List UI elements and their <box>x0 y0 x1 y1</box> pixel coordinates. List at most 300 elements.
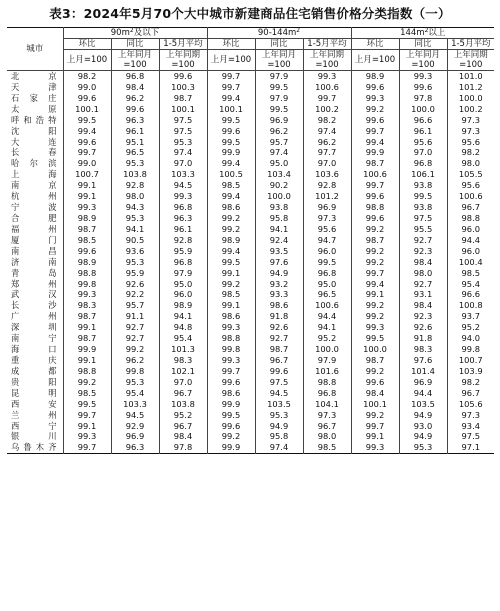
city-name: 南宁 <box>11 333 57 344</box>
index-value: 100.6 <box>303 300 351 311</box>
index-value: 99.3 <box>63 289 111 300</box>
table-title: 表3：2024年5月70个大中城市新建商品住宅销售价格分类指数（一） <box>49 6 451 21</box>
index-value: 98.9 <box>159 300 207 311</box>
index-value: 99.2 <box>111 344 159 355</box>
index-value: 99.6 <box>351 115 399 126</box>
index-value: 99.6 <box>159 71 207 82</box>
index-value: 96.7 <box>159 388 207 399</box>
table-row <box>7 300 494 311</box>
index-value: 97.3 <box>447 115 494 126</box>
index-value: 100.0 <box>303 344 351 355</box>
index-value: 94.9 <box>399 431 447 442</box>
index-value: 99.1 <box>63 355 111 366</box>
index-value: 99.4 <box>207 246 255 257</box>
index-value: 98.5 <box>207 180 255 191</box>
index-value: 99.1 <box>63 421 111 432</box>
index-value: 105.6 <box>447 399 494 410</box>
sub-header-mom: 环比 <box>351 39 399 50</box>
index-value: 100.7 <box>447 355 494 366</box>
index-value: 98.7 <box>351 235 399 246</box>
index-value: 103.8 <box>159 399 207 410</box>
city-name: 广州 <box>11 311 57 322</box>
index-value: 94.4 <box>303 311 351 322</box>
index-value: 95.6 <box>447 137 494 148</box>
index-value: 99.4 <box>207 191 255 202</box>
index-value: 99.8 <box>447 344 494 355</box>
index-value: 105.5 <box>447 169 494 180</box>
index-value: 95.3 <box>111 158 159 169</box>
index-value: 99.1 <box>207 300 255 311</box>
index-value: 100.6 <box>351 169 399 180</box>
index-value: 94.1 <box>159 311 207 322</box>
index-value: 96.8 <box>303 388 351 399</box>
index-value: 100.1 <box>159 104 207 115</box>
index-value: 96.9 <box>255 115 303 126</box>
index-value: 106.1 <box>399 169 447 180</box>
index-value: 95.1 <box>111 137 159 148</box>
index-value: 98.4 <box>111 82 159 93</box>
index-value: 95.6 <box>447 180 494 191</box>
index-value: 98.7 <box>255 344 303 355</box>
index-value: 96.6 <box>447 289 494 300</box>
index-value: 99.2 <box>351 300 399 311</box>
index-value: 95.4 <box>111 388 159 399</box>
city-name: 北京 <box>11 71 57 81</box>
index-value: 95.2 <box>303 333 351 344</box>
city-name: 深圳 <box>11 322 57 333</box>
index-value: 99.5 <box>255 82 303 93</box>
table-row <box>7 399 494 410</box>
index-value: 99.6 <box>399 82 447 93</box>
index-value: 99.5 <box>255 104 303 115</box>
index-value: 99.6 <box>351 82 399 93</box>
index-value: 98.6 <box>207 388 255 399</box>
index-value: 100.6 <box>303 82 351 93</box>
table-row <box>7 257 494 268</box>
index-value: 98.9 <box>63 257 111 268</box>
index-value: 94.4 <box>399 388 447 399</box>
index-value: 95.8 <box>255 431 303 442</box>
index-value: 92.9 <box>111 421 159 432</box>
index-value: 96.0 <box>303 246 351 257</box>
index-value: 97.5 <box>159 126 207 137</box>
base-header-prev-month: 上月=100 <box>351 50 399 71</box>
index-value: 97.5 <box>159 115 207 126</box>
index-value: 99.9 <box>351 147 399 158</box>
index-value: 94.3 <box>111 202 159 213</box>
index-value: 99.5 <box>399 191 447 202</box>
index-value: 97.9 <box>159 268 207 279</box>
index-value: 99.2 <box>207 431 255 442</box>
index-value: 99.6 <box>207 377 255 388</box>
index-value: 98.5 <box>207 289 255 300</box>
index-value: 94.1 <box>303 322 351 333</box>
index-value: 100.3 <box>159 82 207 93</box>
index-value: 99.6 <box>351 191 399 202</box>
index-value: 99.6 <box>207 421 255 432</box>
index-value: 92.7 <box>399 279 447 290</box>
index-value: 92.8 <box>303 180 351 191</box>
index-value: 101.0 <box>447 71 494 82</box>
table-row <box>7 246 494 257</box>
index-value: 99.3 <box>63 202 111 213</box>
index-value: 99.2 <box>207 224 255 235</box>
index-value: 99.9 <box>207 147 255 158</box>
index-value: 98.9 <box>351 71 399 82</box>
index-value: 92.3 <box>399 246 447 257</box>
index-value: 99.5 <box>207 410 255 421</box>
index-value: 94.9 <box>399 410 447 421</box>
index-value: 96.2 <box>111 355 159 366</box>
index-value: 90.2 <box>255 180 303 191</box>
index-value: 95.3 <box>255 410 303 421</box>
index-value: 94.1 <box>255 224 303 235</box>
table-row <box>7 213 494 224</box>
base-header-same-month: 上年同月=100 <box>255 50 303 71</box>
group-header-medium: $90-144m^2$ <box>207 28 351 39</box>
index-value: 97.3 <box>447 126 494 137</box>
city-name: 长春 <box>11 147 57 158</box>
index-value: 99.7 <box>351 421 399 432</box>
index-value: 97.0 <box>159 377 207 388</box>
index-value: 99.1 <box>351 431 399 442</box>
index-value: 94.5 <box>111 410 159 421</box>
table-row <box>7 268 494 279</box>
index-value: 96.3 <box>111 442 159 453</box>
index-value: 92.6 <box>399 322 447 333</box>
index-value: 99.6 <box>63 137 111 148</box>
index-value: 101.3 <box>159 344 207 355</box>
index-value: 97.4 <box>159 147 207 158</box>
sub-header-mom: 环比 <box>207 39 255 50</box>
index-value: 98.4 <box>351 388 399 399</box>
index-value: 99.7 <box>207 82 255 93</box>
table-row <box>7 410 494 421</box>
table-row <box>7 71 494 82</box>
index-value: 99.1 <box>63 180 111 191</box>
city-name: 西宁 <box>11 420 57 431</box>
sub-header-yoy: 同比 <box>255 39 303 50</box>
index-value: 97.9 <box>255 93 303 104</box>
index-value: 97.8 <box>159 442 207 453</box>
index-value: 98.9 <box>63 213 111 224</box>
index-value: 101.6 <box>303 366 351 377</box>
index-value: 94.0 <box>447 333 494 344</box>
index-value: 97.0 <box>159 158 207 169</box>
index-value: 100.2 <box>303 104 351 115</box>
index-value: 99.2 <box>351 311 399 322</box>
index-value: 93.8 <box>399 202 447 213</box>
index-value: 95.6 <box>303 224 351 235</box>
index-value: 96.8 <box>159 202 207 213</box>
index-value: 99.7 <box>207 366 255 377</box>
index-value: 93.7 <box>447 311 494 322</box>
table-row <box>7 158 494 169</box>
index-value: 97.1 <box>447 442 494 453</box>
city-name: 成都 <box>11 365 57 376</box>
index-value: 99.1 <box>63 322 111 333</box>
index-value: 92.3 <box>399 311 447 322</box>
index-value: 94.5 <box>255 388 303 399</box>
index-value: 95.2 <box>447 322 494 333</box>
city-name: 重庆 <box>11 354 57 365</box>
table-row <box>7 93 494 104</box>
group-header-large: $144m^2$以上 <box>351 28 494 39</box>
city-name: 厦门 <box>11 234 57 245</box>
index-value: 91.8 <box>399 333 447 344</box>
index-value: 99.3 <box>351 93 399 104</box>
index-value: 100.4 <box>447 257 494 268</box>
index-value: 95.9 <box>111 268 159 279</box>
base-header-same-month: 上年同月=100 <box>111 50 159 71</box>
index-value: 98.3 <box>399 344 447 355</box>
index-value: 95.0 <box>159 279 207 290</box>
index-value: 99.7 <box>63 147 111 158</box>
city-name: 乌鲁木齐 <box>11 442 57 453</box>
index-value: 92.4 <box>255 235 303 246</box>
base-header-same-month: 上年同月=100 <box>399 50 447 71</box>
index-value: 96.7 <box>303 421 351 432</box>
index-value: 99.0 <box>63 82 111 93</box>
city-name: 上海 <box>11 169 57 180</box>
index-value: 99.5 <box>303 257 351 268</box>
index-value: 98.6 <box>255 300 303 311</box>
index-value: 99.7 <box>63 410 111 421</box>
index-value: 95.9 <box>159 246 207 257</box>
index-value: 100.2 <box>447 104 494 115</box>
table-row <box>7 82 494 93</box>
index-value: 96.6 <box>399 115 447 126</box>
index-value: 97.8 <box>399 93 447 104</box>
index-value: 100.1 <box>351 399 399 410</box>
index-value: 99.3 <box>159 191 207 202</box>
index-value: 99.2 <box>351 366 399 377</box>
index-value: 99.4 <box>207 93 255 104</box>
index-value: 94.9 <box>255 268 303 279</box>
table-row <box>7 169 494 180</box>
index-value: 99.2 <box>63 377 111 388</box>
index-value: 99.3 <box>63 431 111 442</box>
city-name: 宁波 <box>11 202 57 213</box>
index-value: 95.3 <box>111 213 159 224</box>
city-name: 昆明 <box>11 387 57 398</box>
city-name: 呼和浩特 <box>11 114 57 125</box>
base-header-prev-month: 上月=100 <box>207 50 255 71</box>
index-value: 100.5 <box>207 169 255 180</box>
table-row <box>7 191 494 202</box>
city-name: 天津 <box>11 81 57 92</box>
index-value: 98.8 <box>63 366 111 377</box>
index-value: 98.0 <box>303 431 351 442</box>
index-value: 99.7 <box>351 126 399 137</box>
index-value: 99.9 <box>207 399 255 410</box>
index-value: 99.8 <box>63 279 111 290</box>
index-value: 98.5 <box>303 442 351 453</box>
table-row <box>7 202 494 213</box>
index-value: 99.1 <box>63 191 111 202</box>
index-value: 96.7 <box>255 355 303 366</box>
index-value: 98.6 <box>207 311 255 322</box>
table-row <box>7 421 494 432</box>
table-row <box>7 180 494 191</box>
index-value: 98.3 <box>159 355 207 366</box>
index-value: 93.1 <box>399 289 447 300</box>
index-value: 98.7 <box>63 333 111 344</box>
index-value: 91.8 <box>255 311 303 322</box>
index-value: 96.1 <box>159 224 207 235</box>
city-name: 郑州 <box>11 278 57 289</box>
index-value: 98.4 <box>399 300 447 311</box>
index-value: 97.3 <box>447 410 494 421</box>
table-row <box>7 366 494 377</box>
index-value: 95.4 <box>447 279 494 290</box>
index-value: 96.8 <box>159 257 207 268</box>
index-value: 99.6 <box>63 246 111 257</box>
index-value: 103.5 <box>255 399 303 410</box>
index-value: 98.4 <box>159 431 207 442</box>
index-value: 103.5 <box>399 399 447 410</box>
index-value: 103.9 <box>447 366 494 377</box>
index-value: 99.4 <box>63 126 111 137</box>
index-value: 98.7 <box>159 93 207 104</box>
index-value: 99.9 <box>63 344 111 355</box>
index-value: 92.7 <box>399 235 447 246</box>
sub-header-avg: 1-5月平均 <box>447 39 494 50</box>
city-name: 南昌 <box>11 245 57 256</box>
index-value: 99.2 <box>351 257 399 268</box>
table-row <box>7 322 494 333</box>
index-value: 96.2 <box>255 126 303 137</box>
index-value: 96.2 <box>111 93 159 104</box>
index-value: 96.7 <box>447 388 494 399</box>
index-value: 96.5 <box>303 289 351 300</box>
index-value: 93.2 <box>255 279 303 290</box>
index-value: 95.7 <box>111 300 159 311</box>
index-value: 97.9 <box>255 71 303 82</box>
index-value: 96.3 <box>111 115 159 126</box>
index-value: 96.1 <box>399 126 447 137</box>
index-value: 99.3 <box>207 322 255 333</box>
index-value: 97.5 <box>399 213 447 224</box>
index-value: 95.5 <box>399 224 447 235</box>
table-row <box>7 115 494 126</box>
index-value: 101.4 <box>399 366 447 377</box>
index-value: 96.8 <box>399 158 447 169</box>
index-value: 96.8 <box>111 71 159 82</box>
index-value: 97.5 <box>447 431 494 442</box>
index-value: 99.5 <box>63 399 111 410</box>
table-body <box>7 71 494 454</box>
city-name: 长沙 <box>11 300 57 311</box>
index-value: 93.4 <box>447 421 494 432</box>
index-value: 99.3 <box>303 71 351 82</box>
table-row <box>7 279 494 290</box>
index-value: 98.5 <box>63 388 111 399</box>
index-value: 98.2 <box>303 115 351 126</box>
index-value: 98.8 <box>63 268 111 279</box>
index-value: 92.7 <box>255 333 303 344</box>
index-value: 97.4 <box>255 147 303 158</box>
index-value: 97.3 <box>303 410 351 421</box>
index-value: 96.9 <box>111 431 159 442</box>
index-value: 98.2 <box>447 377 494 388</box>
city-name: 海口 <box>11 344 57 355</box>
index-value: 98.5 <box>63 235 111 246</box>
index-value: 92.2 <box>111 289 159 300</box>
sub-header-yoy: 同比 <box>399 39 447 50</box>
table-row <box>7 104 494 115</box>
index-value: 99.2 <box>207 213 255 224</box>
table-row <box>7 377 494 388</box>
index-value: 96.7 <box>159 421 207 432</box>
index-value: 99.7 <box>351 268 399 279</box>
index-value: 95.4 <box>159 333 207 344</box>
city-name: 贵阳 <box>11 376 57 387</box>
index-value: 93.0 <box>399 421 447 432</box>
index-value: 100.1 <box>207 104 255 115</box>
index-value: 100.0 <box>399 104 447 115</box>
index-value: 99.2 <box>207 279 255 290</box>
index-value: 98.8 <box>303 377 351 388</box>
table-row <box>7 442 494 453</box>
index-value: 90.5 <box>111 235 159 246</box>
city-name: 杭州 <box>11 191 57 202</box>
table-row <box>7 224 494 235</box>
index-value: 99.7 <box>63 442 111 453</box>
table-row <box>7 289 494 300</box>
index-value: 100.8 <box>447 300 494 311</box>
index-value: 99.1 <box>207 268 255 279</box>
index-value: 99.1 <box>351 289 399 300</box>
index-value: 94.7 <box>303 235 351 246</box>
index-value: 100.0 <box>351 344 399 355</box>
index-value: 92.6 <box>255 322 303 333</box>
index-value: 97.4 <box>303 126 351 137</box>
city-name: 银川 <box>11 431 57 442</box>
index-value: 93.5 <box>255 246 303 257</box>
index-value: 103.3 <box>111 399 159 410</box>
table-row <box>7 344 494 355</box>
index-value: 98.0 <box>447 158 494 169</box>
index-value: 99.2 <box>351 104 399 115</box>
city-name: 南京 <box>11 180 57 191</box>
index-value: 97.3 <box>303 213 351 224</box>
index-value: 96.5 <box>111 147 159 158</box>
index-value: 97.0 <box>399 147 447 158</box>
index-value: 103.6 <box>303 169 351 180</box>
base-header-same-period: 上年同期=100 <box>159 50 207 71</box>
index-value: 99.3 <box>399 71 447 82</box>
table-row <box>7 126 494 137</box>
index-value: 96.0 <box>447 246 494 257</box>
index-value: 95.6 <box>399 137 447 148</box>
index-value: 102.1 <box>159 366 207 377</box>
index-value: 94.9 <box>255 421 303 432</box>
index-value: 99.3 <box>351 322 399 333</box>
index-value: 99.9 <box>207 442 255 453</box>
index-value: 95.3 <box>111 257 159 268</box>
index-value: 103.8 <box>111 169 159 180</box>
price-index-table <box>7 27 494 454</box>
index-value: 98.0 <box>399 268 447 279</box>
table-row <box>7 235 494 246</box>
index-value: 95.0 <box>255 158 303 169</box>
table-row <box>7 355 494 366</box>
index-value: 95.7 <box>255 137 303 148</box>
index-value: 94.5 <box>159 180 207 191</box>
index-value: 95.2 <box>159 410 207 421</box>
index-value: 93.8 <box>255 202 303 213</box>
